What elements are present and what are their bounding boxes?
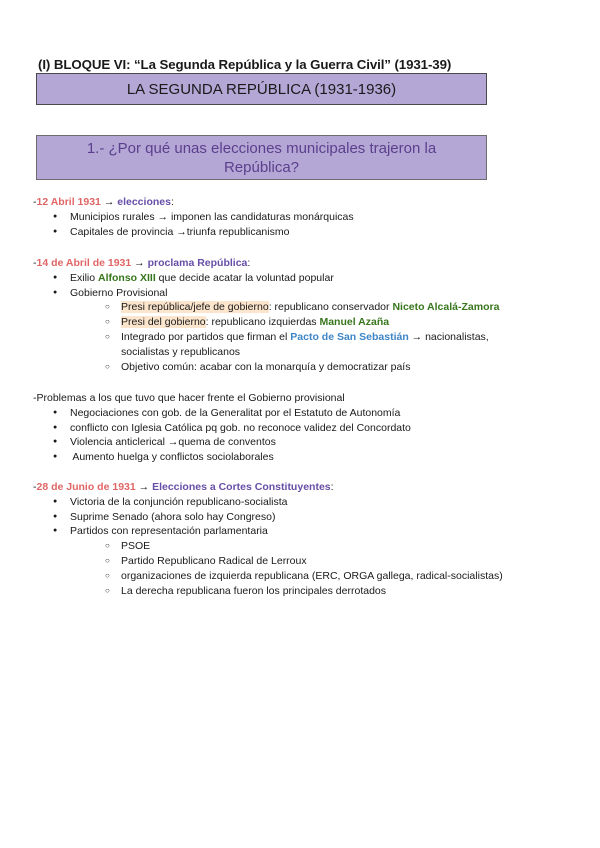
bullet-list: [33, 210, 354, 240]
sub-list: [105, 300, 533, 374]
sub-list-item: ○ Integrado por partidos que firman el Pacto de San Sebastián → nacionalistas, socialistas y republicanos: [105, 330, 521, 360]
list-item: ● Victoria de la conjunción republicano-socialista: [33, 495, 503, 510]
banner-text: LA SEGUNDA REPÚBLICA (1931-1936): [126, 80, 397, 98]
sub-list-item: ○ organizaciones de izquierda republicana (ERC, ORGA gallega, radical-socialistas): [105, 569, 503, 584]
bullet-list: [33, 495, 503, 599]
highlight: Presi república/jefe de gobierno: [121, 301, 269, 314]
sub-list-item: ○ Presi del gobierno: republicano izquierdas Manuel Azaña: [105, 315, 533, 330]
section-elecciones: [33, 195, 354, 239]
event-label: elecciones: [117, 196, 171, 208]
list-item: ● Violencia anticlerical →quema de conventos: [33, 435, 411, 450]
sub-list-item: ○ La derecha republicana fueron los principales derrotados: [105, 584, 503, 599]
list-item: ● Gobierno Provisional ○ Presi república/jefe de gobierno: republicano conservador Niceto Alcalá-Zamora ○ Presi del gobierno: republicano izquierdas Manuel Azaña ○ Integrado por partidos que firman el Pacto de San Sebastián → nacionalistas, socialistas y republicanos ○ Objetivo común: acabar con la monarquía y democratizar país: [33, 286, 533, 375]
section-heading: -Problemas a los que tuvo que hacer frente el Gobierno provisional: [33, 392, 345, 404]
section-heading: -14 de Abril de 1931 → proclama República:: [33, 257, 251, 269]
sub-list-item: ○ Presi república/jefe de gobierno: republicano conservador Niceto Alcalá-Zamora: [105, 300, 533, 315]
section-cortes: [33, 480, 503, 598]
person-name: Manuel Azaña: [319, 316, 390, 329]
sub-list-item: ○ Objetivo común: acabar con la monarquía y democratizar país: [105, 360, 533, 375]
list-item: ● Suprime Senado (ahora solo hay Congreso): [33, 510, 503, 525]
date-label: 28 de Junio de 1931: [36, 481, 136, 493]
section-heading: -28 de Junio de 1931 → Elecciones a Cortes Constituyentes:: [33, 481, 334, 493]
date-label: 12 Abril 1931: [36, 196, 101, 208]
section-problemas: [33, 391, 411, 465]
sub-list-item: ○ Partido Republicano Radical de Lerroux: [105, 554, 503, 569]
list-item: ● Aumento huelga y conflictos sociolaborales: [33, 450, 411, 465]
person-name: Niceto Alcalá-Zamora: [392, 301, 500, 314]
question-text: 1.- ¿Por qué unas elecciones municipales trajeron la República?: [86, 139, 437, 176]
section-banner: [36, 73, 487, 105]
highlight: Presi del gobierno: [121, 316, 206, 329]
person-name: Alfonso XIII: [98, 271, 156, 284]
list-item: ● Exilio Alfonso XIII que decide acatar la voluntad popular: [33, 271, 533, 286]
bullet-list: [33, 406, 411, 465]
document-title: (I) BLOQUE VI: “La Segunda República y la Guerra Civil” (1931-39): [38, 57, 452, 72]
list-item: ● Capitales de provincia →triunfa republicanismo: [33, 225, 354, 240]
event-label: Elecciones a Cortes Constituyentes: [152, 481, 331, 493]
pact-name: Pacto de San Sebastián: [290, 330, 409, 343]
section-heading: -12 Abril 1931 → elecciones:: [33, 196, 174, 208]
date-label: 14 de Abril de 1931: [36, 257, 132, 269]
list-item: ● Partidos con representación parlamentaria ○ PSOE ○ Partido Republicano Radical de Lerroux ○ organizaciones de izquierda republicana (ERC, ORGA gallega, radical-socialistas) ○ La derecha republicana fueron los principales derrotados: [33, 524, 503, 598]
sub-list-item: ○ PSOE: [105, 539, 503, 554]
list-item: ● Municipios rurales → imponen las candidaturas monárquicas: [33, 210, 354, 225]
list-item: ● conflicto con Iglesia Católica pq gob. no reconoce validez del Concordato: [33, 421, 411, 436]
bullet-list: [33, 271, 533, 375]
event-label: proclama República: [147, 257, 248, 269]
sub-list: [105, 539, 503, 598]
question-box: [36, 135, 487, 180]
list-item: ● Negociaciones con gob. de la Generalitat por el Estatuto de Autonomía: [33, 406, 411, 421]
section-proclamacion: [33, 256, 533, 374]
